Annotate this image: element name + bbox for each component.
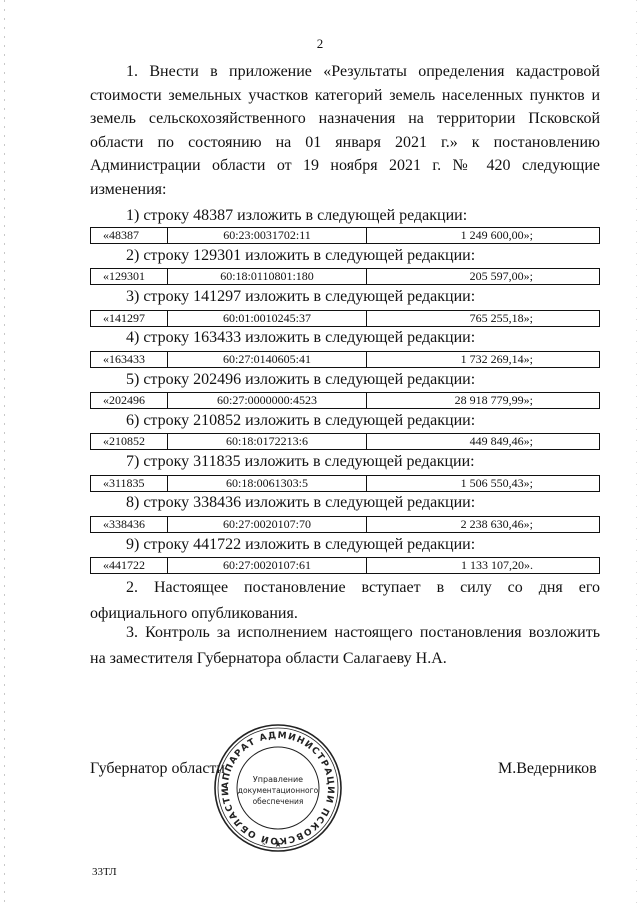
edit-instruction: 8) строку 338436 изложить в следующей редакции: — [126, 494, 476, 511]
point-2-line-2: официального опубликования. — [90, 605, 298, 622]
official-stamp — [212, 722, 344, 854]
table-row — [90, 392, 600, 409]
table-row — [90, 516, 600, 533]
cadastral-number: 60:23:0031702:11 — [168, 228, 367, 244]
cadastral-number: 60:27:0020107:61 — [168, 558, 367, 574]
point-3 — [90, 620, 600, 672]
cadastral-number: 60:01:0010245:37 — [168, 311, 367, 327]
edit-instruction: 2) строку 129301 изложить в следующей редакции: — [126, 247, 476, 264]
point-3-line-2: на заместителя Губернатора области Салагаеву Н.А. — [90, 650, 447, 667]
edit-instruction: 1) строку 48387 изложить в следующей редакции: — [126, 207, 468, 224]
stamp-star-icon: ★ — [273, 840, 283, 850]
row-number: «163433 — [91, 352, 168, 368]
table-row — [90, 310, 600, 327]
signatory-title: Губернатор области — [90, 760, 225, 777]
table-row — [90, 475, 600, 492]
edit-instruction: 6) строку 210852 изложить в следующей редакции: — [126, 412, 476, 429]
cadastral-value: 1 249 600,00»; — [367, 228, 600, 244]
row-number: «210852 — [91, 434, 168, 450]
cadastral-value: 2 238 630,46»; — [367, 517, 600, 533]
table-row — [90, 433, 600, 450]
point-1-text: 1. Внести в приложение «Результаты определения кадастровой стоимости земельных участков категорий земель населенных пунктов и земель сельскохозяйственного назначения на территории Псковской области по состоянию на 01 января 2021 г.» к постановлению Администрации области от 19 ноября 2021 г. № 420 следующие изменения: — [90, 63, 600, 198]
stamp-center-line-1: Управление — [252, 775, 304, 784]
cadastral-number: 60:18:0110801:180 — [168, 269, 367, 285]
point-2-line-1: 2. Настоящее постановление вступает в силу со дня его — [126, 579, 600, 596]
cadastral-number: 60:27:0000000:4523 — [168, 393, 367, 409]
row-number: «48387 — [91, 228, 168, 244]
row-number: «202496 — [91, 393, 168, 409]
edit-instruction: 5) строку 202496 изложить в следующей редакции: — [126, 371, 476, 388]
stamp-ring-text: АППАРАТ АДМИНИСТРАЦИИ ПСКОВСКОЙ ОБЛАСТИ — [220, 730, 336, 846]
cadastral-value: 1 732 269,14»; — [367, 352, 600, 368]
point-3-line-1: 3. Контроль за исполнением настоящего постановления возложить — [126, 624, 600, 641]
row-number: «129301 — [91, 269, 168, 285]
cadastral-value: 1 133 107,20». — [367, 558, 600, 574]
cadastral-value: 205 597,00»; — [367, 269, 600, 285]
cadastral-value: 449 849,46»; — [367, 434, 600, 450]
footer-code: 33ТЛ — [92, 866, 117, 878]
cadastral-value: 1 506 550,43»; — [367, 476, 600, 492]
scan-edge-left — [4, 0, 5, 905]
stamp-center-line-3: обеспечения — [252, 797, 304, 806]
row-number: «141297 — [91, 311, 168, 327]
row-number: «311835 — [91, 476, 168, 492]
cadastral-number: 60:18:0172213:6 — [168, 434, 367, 450]
table-row — [90, 268, 600, 285]
cadastral-value: 765 255,18»; — [367, 311, 600, 327]
cadastral-number: 60:27:0020107:70 — [168, 517, 367, 533]
scan-edge-right — [636, 0, 637, 905]
edit-instruction: 9) строку 441722 изложить в следующей редакции: — [126, 536, 476, 553]
edit-instruction: 3) строку 141297 изложить в следующей редакции: — [126, 288, 476, 305]
table-row — [90, 557, 600, 574]
edit-instruction: 7) строку 311835 изложить в следующей редакции: — [126, 453, 475, 470]
stamp-center-line-2: документационного — [237, 786, 319, 795]
cadastral-number: 60:27:0140605:41 — [168, 352, 367, 368]
cadastral-number: 60:18:0061303:5 — [168, 476, 367, 492]
page-number: 2 — [316, 36, 324, 51]
table-row — [90, 351, 600, 368]
signatory-name: М.Ведерников — [498, 760, 597, 777]
point-1-intro — [90, 60, 600, 201]
edit-instruction: 4) строку 163433 изложить в следующей редакции: — [126, 329, 476, 346]
row-number: «338436 — [91, 517, 168, 533]
row-number: «441722 — [91, 558, 168, 574]
cadastral-value: 28 918 779,99»; — [367, 393, 600, 409]
table-row — [90, 227, 600, 244]
